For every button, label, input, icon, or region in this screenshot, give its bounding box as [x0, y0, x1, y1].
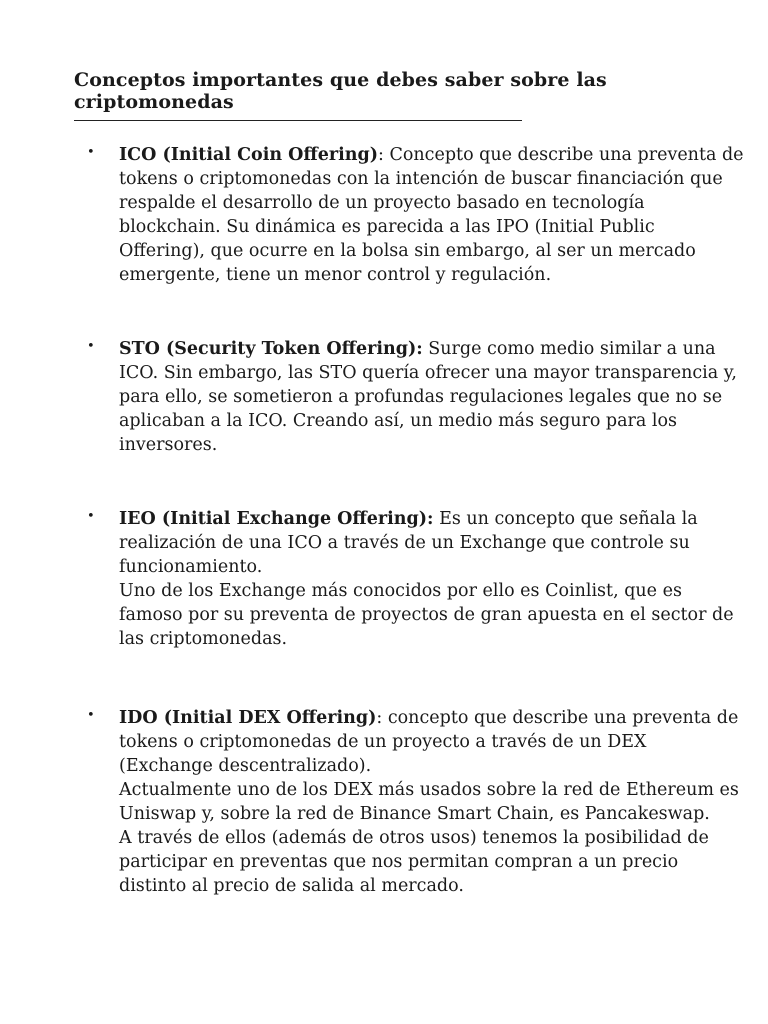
- item-text: Offering), que ocurre en la bolsa sin embargo, al ser un mercado: [119, 241, 696, 261]
- bullet-icon: •: [87, 145, 95, 160]
- item-text: blockchain. Su dinámica es parecida a las IPO (Initial Public: [119, 217, 655, 237]
- item-text: Surge como medio similar a una: [422, 339, 716, 359]
- item-text: : Concepto que describe una preventa de: [378, 145, 744, 165]
- item-term: IDO (Initial DEX Offering): [119, 708, 377, 728]
- item-text: para ello, se sometieron a profundas regulaciones legales que no se: [119, 387, 723, 407]
- list-item-sto: [119, 337, 737, 457]
- item-text: participar en preventas que nos permitan compran a un precio: [119, 852, 679, 872]
- item-text: Uno de los Exchange más conocidos por ello es Coinlist, que es: [119, 581, 682, 601]
- item-text: respalde el desarrollo de un proyecto basado en tecnología: [119, 193, 645, 213]
- item-text: A través de ellos (además de otros usos) tenemos la posibilidad de: [119, 828, 709, 848]
- bullet-icon: •: [87, 339, 95, 354]
- item-first-line: [119, 507, 709, 531]
- item-term: ICO (Initial Coin Offering): [119, 145, 379, 165]
- item-text: Es un concepto que señala la: [433, 509, 698, 529]
- item-text: realización de una ICO a través de un Exchange que controle su: [119, 533, 690, 553]
- item-text: emergente, tiene un menor control y regulación.: [119, 265, 552, 285]
- item-text: funcionamiento.: [119, 557, 263, 577]
- item-text: tokens o criptomonedas de un proyecto a través de un DEX: [119, 732, 647, 752]
- item-text: famoso por su preventa de proyectos de gran apuesta en el sector de: [119, 605, 734, 625]
- item-text: las criptomonedas.: [119, 629, 288, 649]
- item-term: IEO (Initial Exchange Offering):: [119, 509, 434, 529]
- item-text: distinto al precio de salida al mercado.: [119, 876, 464, 896]
- list-item-ico: [119, 143, 744, 287]
- bullet-icon: •: [87, 509, 95, 524]
- list-item-ido: [119, 706, 739, 898]
- title-underline: [74, 120, 522, 121]
- item-first-line: [119, 337, 716, 361]
- item-text: (Exchange descentralizado).: [119, 756, 372, 776]
- item-text: inversores.: [119, 435, 218, 455]
- item-text: Uniswap y, sobre la red de Binance Smart Chain, es Pancakeswap.: [119, 804, 710, 824]
- item-text: ICO. Sin embargo, las STO quería ofrecer una mayor transparencia y,: [119, 363, 737, 383]
- item-text: Actualmente uno de los DEX más usados sobre la red de Ethereum es: [119, 780, 739, 800]
- item-text: tokens o criptomonedas con la intención de buscar financiación que: [119, 169, 723, 189]
- item-first-line: [119, 706, 739, 730]
- item-text: aplicaban a la ICO. Creando así, un medio más seguro para los: [119, 411, 678, 431]
- page-title: Conceptos importantes que debes saber sobre las criptomonedas: [74, 69, 607, 113]
- item-text: : concepto que describe una preventa de: [376, 708, 739, 728]
- list-item-ieo: [119, 507, 734, 651]
- item-term: STO (Security Token Offering):: [119, 339, 423, 359]
- item-first-line: [119, 143, 744, 167]
- bullet-icon: •: [87, 708, 95, 723]
